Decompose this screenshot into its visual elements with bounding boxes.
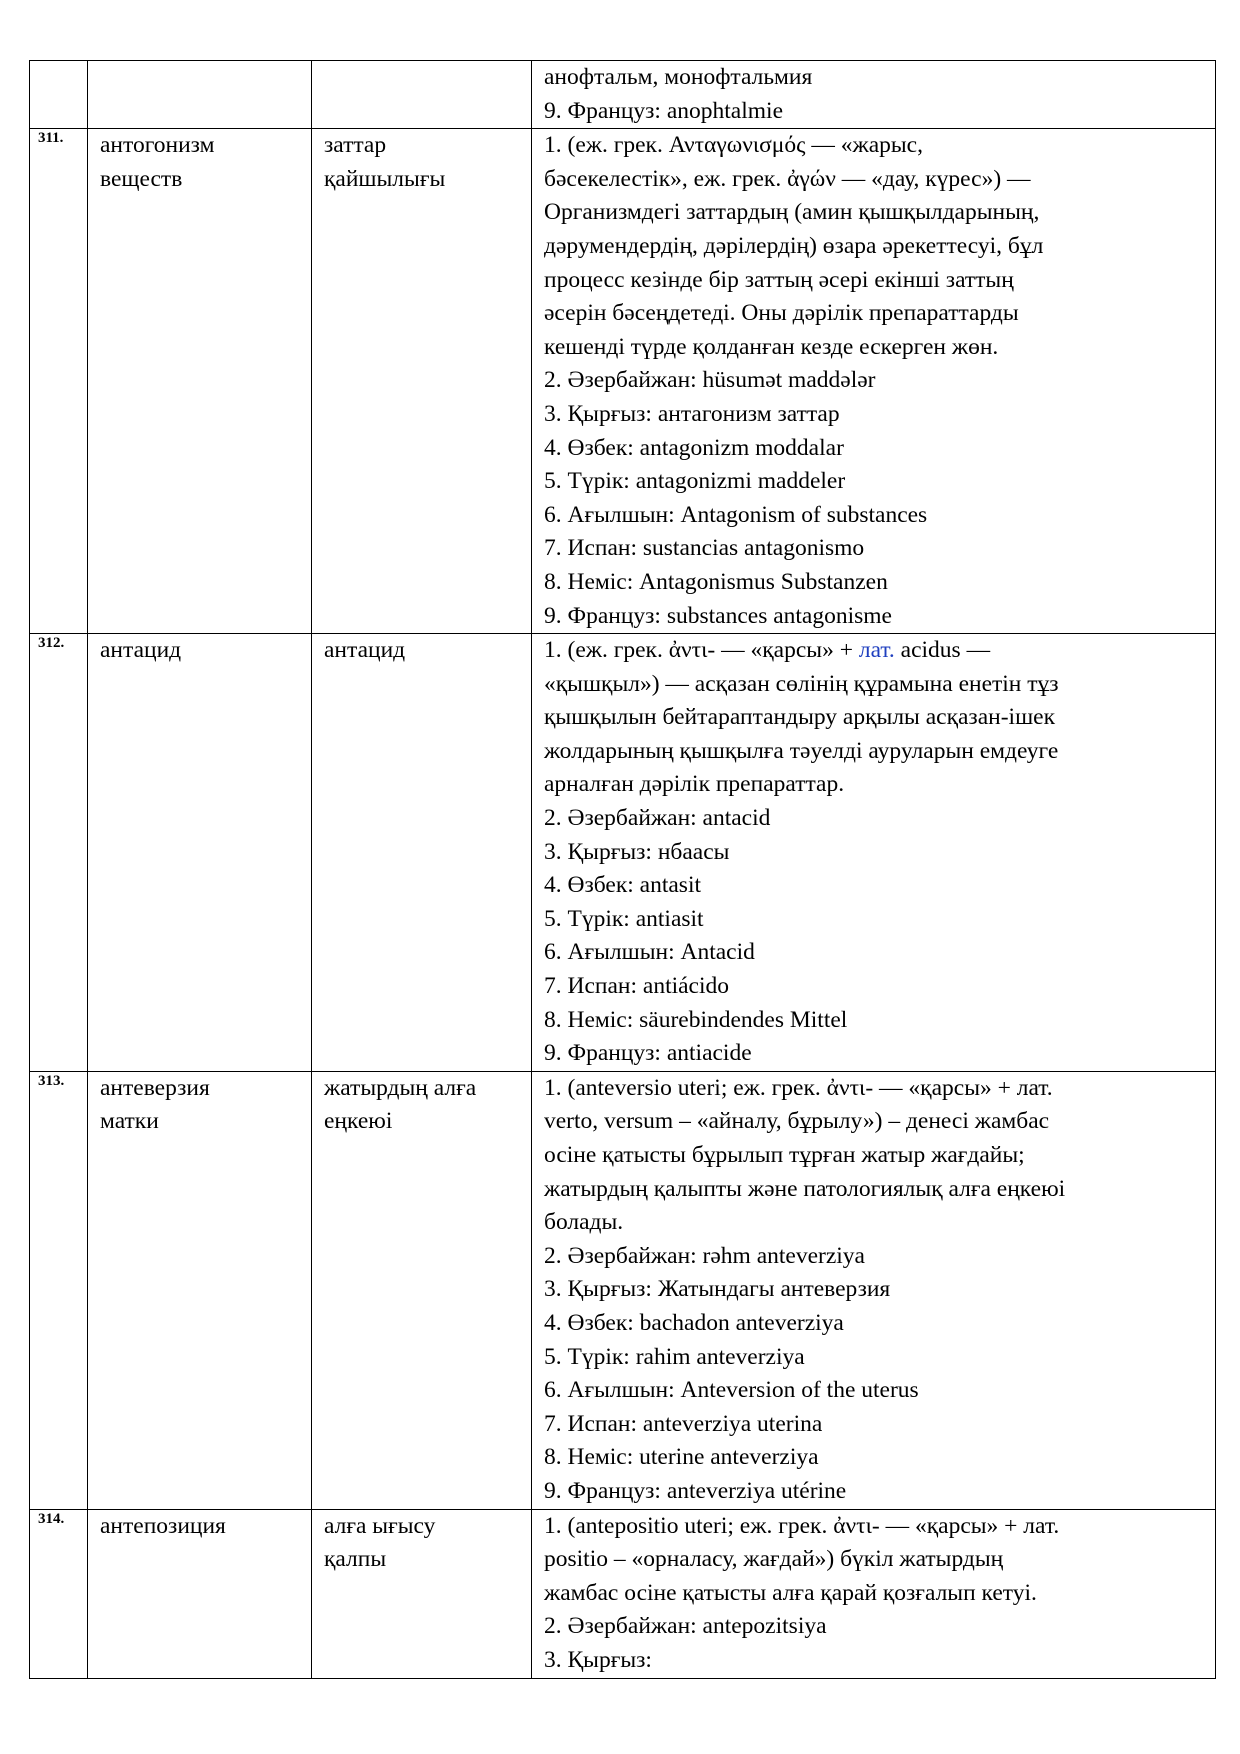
definition-line: жамбас осіне қатысты алға қарай қозғалып кетуі. xyxy=(544,1579,1037,1606)
definition-line: жолдарының қышқылға тәуелді ауруларын емдеуге xyxy=(544,737,1059,764)
definition-line: процесс кезінде бір заттың әсері екінші заттың xyxy=(544,266,1014,293)
definition-line: болады. xyxy=(544,1209,624,1236)
term-russian-line: антацид xyxy=(100,637,182,664)
dictionary-table xyxy=(29,60,1216,1679)
entry-number: 313. xyxy=(30,1071,88,1509)
table-row xyxy=(30,1071,1216,1509)
term-kazakh xyxy=(312,1509,532,1678)
term-kazakh xyxy=(312,1071,532,1509)
term-kazakh xyxy=(312,61,532,129)
table-row xyxy=(30,1509,1216,1678)
definition-line: әсерін бәсеңдетеді. Оны дәрілік препараттарды xyxy=(544,300,1019,327)
term-russian xyxy=(88,634,312,1072)
definition-line: 8. Неміс: uterine anteverziya xyxy=(544,1444,819,1471)
definition-line: 9. Француз: anophtalmie xyxy=(544,97,783,124)
definition-line: кешенді түрде қолданған кезде ескерген жөн. xyxy=(544,333,999,360)
definition-line: 2. Әзербайжан: rəhm anteverziya xyxy=(544,1242,865,1269)
table-row xyxy=(30,634,1216,1072)
definition-line: жатырдың қалыпты және патологиялық алға еңкеюі xyxy=(544,1175,1066,1202)
entry-number xyxy=(30,61,88,129)
definition-line: Организмдегі заттардың (амин қышқылдарының, xyxy=(544,199,1040,226)
definition-line: 4. Өзбек: antagonizm moddalar xyxy=(544,434,844,461)
definition-line: «қышқыл») — асқазан сөлінің құрамына енетін тұз xyxy=(544,670,1059,697)
term-kazakh xyxy=(312,634,532,1072)
definition-text: 1. (еж. грек. ἀντι- — «қарсы» + xyxy=(544,637,859,664)
definition-line: 2. Әзербайжан: hüsumət maddələr xyxy=(544,367,876,394)
definition-line: 3. Қырғыз: xyxy=(544,1646,652,1673)
definition-line: 1. (antepositio uteri; еж. грек. ἀντι- — «қарсы» + лат. xyxy=(544,1512,1060,1539)
definition-line: 5. Түрік: rahim anteverziya xyxy=(544,1343,805,1370)
definition-line: 6. Ағылшын: Anteversion of the uterus xyxy=(544,1377,919,1404)
definition-line: 3. Қырғыз: Жатындагы антеверзия xyxy=(544,1276,891,1303)
term-kazakh-line: алға ығысу xyxy=(324,1512,436,1539)
definition-line: 9. Француз: anteverziya utérine xyxy=(544,1477,847,1504)
entry-definition xyxy=(532,61,1216,129)
dictionary-table-body xyxy=(30,61,1216,1679)
definition-line: 7. Испан: antiácido xyxy=(544,973,730,1000)
term-russian xyxy=(88,129,312,634)
definition-line: 5. Түрік: antiasit xyxy=(544,905,704,932)
term-russian xyxy=(88,61,312,129)
term-russian-line: антогонизм xyxy=(100,132,215,159)
definition-line: бәсекелестік», еж. грек. ἀγών — «дау, күрес») — xyxy=(544,165,1031,192)
term-kazakh-line: еңкеюі xyxy=(324,1108,393,1135)
definition-line: verto, versum – «айналу, бұрылу») – денесі жамбас xyxy=(544,1108,1050,1135)
entry-definition xyxy=(532,1071,1216,1509)
entry-number: 312. xyxy=(30,634,88,1072)
term-russian-line: веществ xyxy=(100,165,183,192)
entry-definition xyxy=(532,129,1216,634)
term-kazakh-line: жатырдың алға xyxy=(324,1074,477,1101)
table-row xyxy=(30,129,1216,634)
entry-number: 311. xyxy=(30,129,88,634)
definition-line: 7. Испан: anteverziya uterina xyxy=(544,1410,823,1437)
definition-line: 5. Түрік: antagonizmi maddeler xyxy=(544,468,846,495)
definition-line: 4. Өзбек: bachadon anteverziya xyxy=(544,1309,844,1336)
definition-line xyxy=(544,634,1203,668)
definition-line: 1. (anteversio uteri; еж. грек. ἀντι- — «қарсы» + лат. xyxy=(544,1074,1053,1101)
entry-definition xyxy=(532,634,1216,1072)
term-russian-line: антепозиция xyxy=(100,1512,226,1539)
definition-line: дәрумендердің, дәрілердің) өзара әрекеттесуі, бұл xyxy=(544,232,1044,259)
term-kazakh-line: қайшылығы xyxy=(324,165,446,192)
term-russian xyxy=(88,1509,312,1678)
term-kazakh xyxy=(312,129,532,634)
definition-line: positio – «орналасу, жағдай») бүкіл жатырдың xyxy=(544,1546,1004,1573)
definition-line: осіне қатысты бұрылып тұрған жатыр жағдайы; xyxy=(544,1142,1025,1168)
definition-line: 6. Ағылшын: Antacid xyxy=(544,939,755,966)
definition-line: анофтальм, монофтальмия xyxy=(544,64,813,90)
definition-line: 1. (еж. грек. Ανταγωνισμός — «жарыс, xyxy=(544,132,923,159)
definition-line: 7. Испан: sustancias antagonismo xyxy=(544,535,865,562)
latin-abbrev: лат. xyxy=(858,637,895,664)
definition-line: 3. Қырғыз: антагонизм заттар xyxy=(544,400,840,427)
definition-line: 6. Ағылшын: Antagonism of substances xyxy=(544,501,928,528)
definition-text: acidus — xyxy=(894,637,991,664)
term-kazakh-line: заттар xyxy=(324,132,387,159)
definition-line: 8. Неміс: säurebindendes Mittel xyxy=(544,1006,848,1033)
definition-line: 8. Неміс: Antagonismus Substanzen xyxy=(544,568,888,595)
term-russian-line: антеверзия xyxy=(100,1074,210,1101)
term-kazakh-line: қалпы xyxy=(324,1546,387,1573)
term-russian xyxy=(88,1071,312,1509)
term-kazakh-line: антацид xyxy=(324,637,406,664)
definition-line: 9. Француз: substances antagonisme xyxy=(544,602,892,629)
definition-line: 3. Қырғыз: нбаасы xyxy=(544,838,730,865)
term-russian-line: матки xyxy=(100,1108,159,1135)
table-row xyxy=(30,61,1216,129)
definition-line: 2. Әзербайжан: antacid xyxy=(544,805,771,832)
entry-number: 314. xyxy=(30,1509,88,1678)
definition-line: арналған дәрілік препараттар. xyxy=(544,771,845,798)
entry-definition xyxy=(532,1509,1216,1678)
definition-line: 2. Әзербайжан: antepozitsiya xyxy=(544,1613,827,1640)
definition-line: 4. Өзбек: antasit xyxy=(544,872,701,899)
definition-line: қышқылын бейтараптандыру арқылы асқазан-ішек xyxy=(544,704,1056,731)
definition-line: 9. Француз: antiacide xyxy=(544,1040,752,1067)
dictionary-page xyxy=(29,60,1215,1679)
